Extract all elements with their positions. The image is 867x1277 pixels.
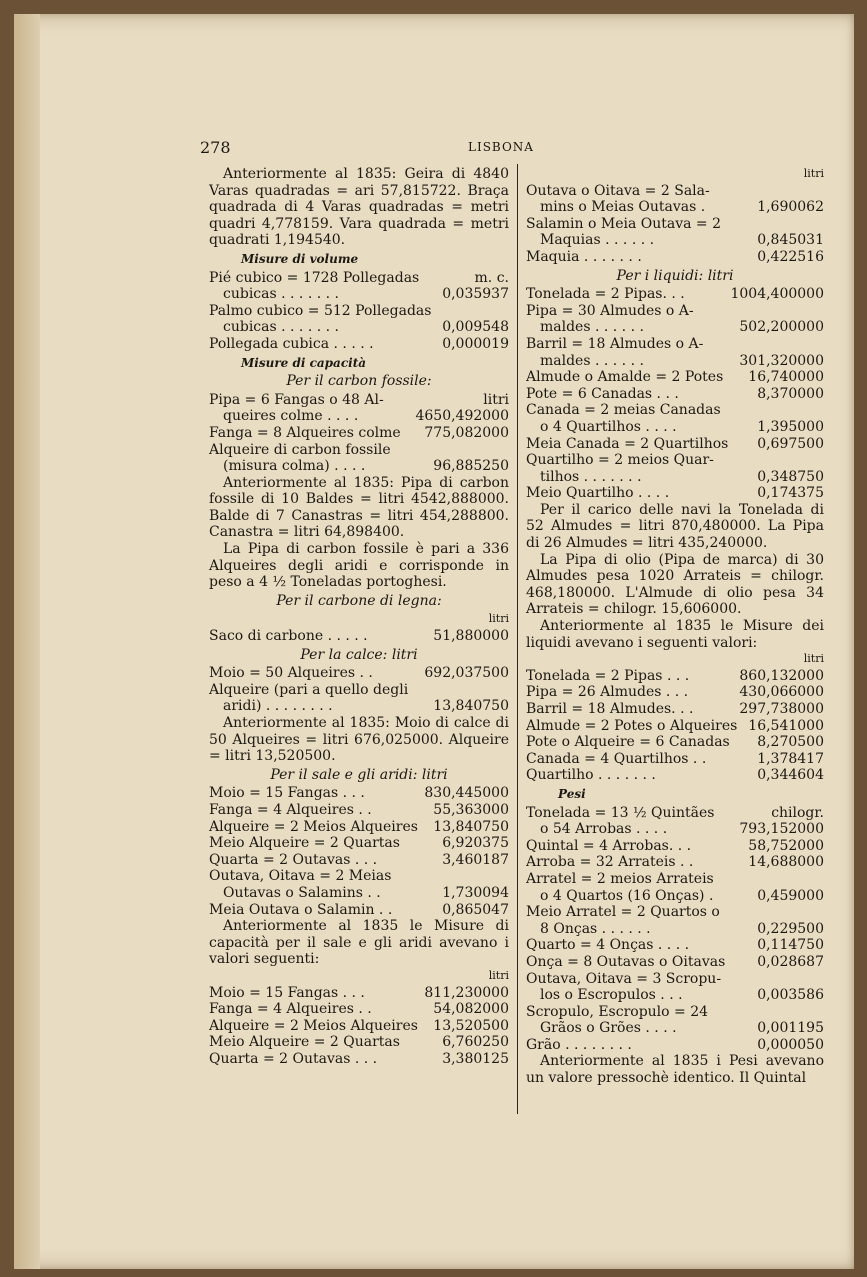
measure-label: Pipa = 26 Almudes . . . xyxy=(526,684,689,701)
measure-label: Pipa = 6 Fangas o 48 Al- xyxy=(209,391,384,408)
measure-value: 13,840750 xyxy=(433,698,509,715)
table-row xyxy=(209,270,509,287)
measure-value xyxy=(505,442,509,459)
measure-value xyxy=(820,871,824,888)
table-row xyxy=(526,369,824,386)
table-row xyxy=(526,419,824,436)
measure-label: Maquias . . . . . . xyxy=(540,232,655,249)
measure-value: 6,920375 xyxy=(442,835,509,852)
measure-label: maldes . . . . . . xyxy=(540,352,644,369)
table-row xyxy=(526,888,824,905)
measure-value xyxy=(820,971,824,988)
measure-label: Alqueire (pari a quello degli xyxy=(209,681,409,698)
measure-label: Pote = 6 Canadas . . . xyxy=(526,385,679,402)
measure-label: queires colme . . . . xyxy=(223,408,359,425)
table-row xyxy=(526,668,824,685)
measure-value: 0,000050 xyxy=(757,1036,824,1053)
measure-value: 0,422516 xyxy=(757,248,824,265)
table-row xyxy=(209,408,509,425)
measure-label: Alqueire = 2 Meios Alqueires xyxy=(209,1017,418,1034)
measure-value: 0,009548 xyxy=(442,319,509,336)
measure-value: 4650,492000 xyxy=(415,408,509,425)
measure-label: Fanga = 8 Alqueires colme xyxy=(209,424,401,441)
measure-value: 51,880000 xyxy=(433,628,509,645)
measure-value: 54,082000 xyxy=(433,1001,509,1018)
measure-label: Fanga = 4 Alqueires . . xyxy=(209,801,372,818)
table-row xyxy=(209,885,509,902)
table-row xyxy=(526,904,824,921)
table-row xyxy=(526,303,824,320)
measure-value: 0,035937 xyxy=(442,286,509,303)
section-heading: Misure di capacità xyxy=(241,355,367,370)
measure-value: m. c. xyxy=(474,269,509,286)
table-row xyxy=(526,718,824,735)
measure-value: 0,697500 xyxy=(757,435,824,452)
measure-label: Arroba = 32 Arrateis . . xyxy=(526,854,694,871)
table-row xyxy=(209,852,509,869)
measure-value: 13,840750 xyxy=(433,818,509,835)
measure-label: Canada = 4 Quartilhos . . xyxy=(526,750,707,767)
table-row xyxy=(209,682,509,699)
measure-value: litri xyxy=(483,391,509,408)
book-page xyxy=(14,14,854,1269)
table-row xyxy=(526,183,824,200)
table-row xyxy=(209,392,509,409)
measure-value xyxy=(820,402,824,419)
measure-label: Meio Alqueire = 2 Quartas xyxy=(209,1034,400,1051)
measure-label: tilhos . . . . . . . xyxy=(540,468,642,485)
measure-value: 1,730094 xyxy=(442,884,509,901)
paragraph: La Pipa di carbon fossile è pari a 336 Alqueires degli aridi e corrisponde in peso a 4 ½ Toneladas portoghesi. xyxy=(209,541,509,591)
paragraph: Anteriormente al 1835: Geira di 4840 Varas quadradas = ari 57,815722. Braça quadrada di 4 Varas quadradas = metri quadri 4,778159. Vara quadrada = metri quadrati 1,194540. xyxy=(209,166,509,249)
measure-value: 0,003586 xyxy=(757,987,824,1004)
table-row xyxy=(526,701,824,718)
measure-label: Palmo cubico = 512 Pollegadas xyxy=(209,302,432,319)
table-row xyxy=(526,854,824,871)
running-title: LISBONA xyxy=(468,140,534,154)
unit-label: litri xyxy=(803,167,824,180)
table-row xyxy=(526,286,824,303)
page-number: 278 xyxy=(200,138,231,157)
measure-label: Onça = 8 Outavas o Oitavas xyxy=(526,953,726,970)
measure-value: 0,174375 xyxy=(757,485,824,502)
measure-label: Quarto = 4 Onças . . . . xyxy=(526,937,690,954)
subsection-heading: Per la calce: litri xyxy=(300,646,418,663)
table-row xyxy=(526,353,824,370)
measure-label: Meia Outava o Salamin . . xyxy=(209,901,393,918)
unit-label: litri xyxy=(803,652,824,666)
measure-value: 430,066000 xyxy=(739,684,824,701)
measure-value: 1,378417 xyxy=(757,750,824,767)
measure-value xyxy=(820,1004,824,1021)
section-heading: Misure di volume xyxy=(241,251,359,266)
paragraph: Anteriormente al 1835: Moio di calce di 50 Alqueires = litri 676,025000. Alqueire = litri 13,520500. xyxy=(209,715,509,765)
measure-label: Arratel = 2 meios Arrateis xyxy=(526,870,714,887)
measure-value: 13,520500 xyxy=(433,1017,509,1034)
measure-label: Alqueire di carbon fossile xyxy=(209,441,391,458)
table-row xyxy=(209,336,509,353)
measure-value: 297,738000 xyxy=(739,701,824,717)
table-row xyxy=(526,452,824,469)
measure-value: 860,132000 xyxy=(739,667,824,684)
measure-label: 8 Onças . . . . . . xyxy=(540,920,651,937)
measure-label: Grãos o Grões . . . . xyxy=(540,1020,677,1037)
table-row xyxy=(526,921,824,938)
measure-label: Outava, Oitava = 2 Meias xyxy=(209,868,392,885)
right-column-content xyxy=(516,166,824,1087)
measure-value: 0,229500 xyxy=(757,920,824,937)
measure-value xyxy=(505,868,509,885)
table-row xyxy=(526,821,824,838)
table-row xyxy=(209,319,509,336)
paragraph: La Pipa di olio (Pipa de marca) di 30 Almudes pesa 1020 Arrateis = chilogr. 468,180000. L'Almude di olio pesa 34 Arrateis = chilogr. 15,606000. xyxy=(526,551,824,618)
measure-label: Grão . . . . . . . . xyxy=(526,1036,632,1053)
table-row xyxy=(526,199,824,216)
table-row xyxy=(526,971,824,988)
measure-label: Tonelada = 13 ½ Quintães xyxy=(526,804,715,821)
table-row xyxy=(209,1001,509,1018)
table-row xyxy=(209,458,509,475)
measure-value: 6,760250 xyxy=(442,1034,509,1051)
measure-value xyxy=(820,336,824,353)
table-row xyxy=(209,1018,509,1035)
measure-label: Quartilho . . . . . . . xyxy=(526,767,656,784)
measure-label: Tonelada = 2 Pipas. . . xyxy=(526,286,685,303)
measure-label: Meio Alqueire = 2 Quartas xyxy=(209,835,400,852)
measure-label: Meia Canada = 2 Quartilhos xyxy=(526,435,729,452)
page-header xyxy=(14,138,854,158)
measure-label: Maquia . . . . . . . xyxy=(526,248,642,265)
table-row xyxy=(526,485,824,502)
subsection-heading: Per il sale e gli aridi: litri xyxy=(270,766,448,783)
measure-label: o 4 Quartilhos . . . . xyxy=(540,418,677,435)
measure-label: Barril = 18 Almudes o A- xyxy=(526,335,704,352)
measure-label: cubicas . . . . . . . xyxy=(223,286,339,303)
table-row xyxy=(209,442,509,459)
measure-label: Moio = 15 Fangas . . . xyxy=(209,785,365,802)
paragraph: Anteriormente al 1835 i Pesi avevano un valore pressochè identico. Il Quintal xyxy=(526,1053,824,1087)
paragraph: Per il carico delle navi la Tonelada di 52 Almudes = litri 870,480000. La Pipa di 26 Almudes = litri 435,240000. xyxy=(526,501,824,552)
measure-label: Almude = 2 Potes o Alqueires xyxy=(526,717,738,734)
table-row xyxy=(526,232,824,249)
measure-value xyxy=(820,452,824,469)
table-row xyxy=(526,937,824,954)
measure-label: Quartilho = 2 meios Quar- xyxy=(526,452,714,469)
table-row xyxy=(209,1051,509,1068)
measure-value: 301,320000 xyxy=(739,352,824,369)
measure-value xyxy=(505,303,509,320)
measure-value: 793,152000 xyxy=(739,821,824,838)
measure-value: 1004,400000 xyxy=(730,286,824,303)
measure-value: 55,363000 xyxy=(433,801,509,818)
unit-label: litri xyxy=(488,612,509,626)
unit-label: litri xyxy=(488,968,509,982)
table-row xyxy=(209,819,509,836)
table-row xyxy=(526,954,824,971)
book-spine xyxy=(14,14,40,1269)
table-row xyxy=(526,751,824,768)
measure-label: Quarta = 2 Outavas . . . xyxy=(209,1050,378,1067)
table-row xyxy=(526,249,824,266)
section-heading: Pesi xyxy=(558,786,586,801)
measure-label: Outava o Oitava = 2 Sala- xyxy=(526,182,710,199)
measure-value xyxy=(505,682,509,699)
table-row xyxy=(209,628,509,645)
measure-value: 14,688000 xyxy=(748,854,824,871)
measure-label: Pote o Alqueire = 6 Canadas xyxy=(526,734,730,751)
measure-label: Tonelada = 2 Pipas . . . xyxy=(526,667,690,684)
measure-value: 1,690062 xyxy=(757,199,824,216)
measure-label: cubicas . . . . . . . xyxy=(223,319,339,336)
measure-value: 96,885250 xyxy=(433,458,509,475)
measure-label: Outavas o Salamins . . xyxy=(223,884,381,901)
table-row xyxy=(526,469,824,486)
measure-value: 830,445000 xyxy=(424,785,509,802)
measure-label: Outava, Oitava = 3 Scropu- xyxy=(526,970,722,987)
measure-label: Scropulo, Escropulo = 24 xyxy=(526,1003,709,1020)
subsection-heading: Per il carbon fossile: xyxy=(286,373,432,390)
measure-value: 3,460187 xyxy=(442,851,509,868)
subsection-heading: Per i liquidi: litri xyxy=(616,267,734,284)
table-row xyxy=(526,767,824,784)
measure-label: Barril = 18 Almudes. . . xyxy=(526,701,694,717)
table-row xyxy=(209,802,509,819)
measure-label: Meio Quartilho . . . . xyxy=(526,485,670,502)
measure-value xyxy=(820,904,824,921)
table-row xyxy=(209,868,509,885)
table-row xyxy=(526,838,824,855)
table-row xyxy=(526,1020,824,1037)
measure-label: Pipa = 30 Almudes o A- xyxy=(526,302,694,319)
measure-label: Fanga = 4 Alqueires . . xyxy=(209,1001,372,1018)
left-column xyxy=(209,166,509,1067)
measure-value xyxy=(820,216,824,233)
paragraph: Anteriormente al 1835 le Misure di capacità per il sale e gli aridi avevano i valori seguenti: xyxy=(209,918,509,968)
table-row xyxy=(209,698,509,715)
table-row xyxy=(209,985,509,1002)
measure-label: Almude o Amalde = 2 Potes xyxy=(526,369,724,386)
measure-value: 16,740000 xyxy=(748,369,824,386)
measure-label: Saco di carbone . . . . . xyxy=(209,628,368,645)
paragraph: Anteriormente al 1835: Pipa di carbon fossile di 10 Baldes = litri 4542,888000. Balde di 7 Canastras = litri 454,288800. Canastra = litri 64,898400. xyxy=(209,474,509,541)
measure-label: maldes . . . . . . xyxy=(540,319,644,336)
measure-label: Canada = 2 meias Canadas xyxy=(526,402,721,419)
measure-value: 0,348750 xyxy=(757,468,824,485)
measure-label: Quarta = 2 Outavas . . . xyxy=(209,851,378,868)
measure-value: 502,200000 xyxy=(739,319,824,336)
table-row xyxy=(526,684,824,701)
table-row xyxy=(526,436,824,453)
measure-label: Quintal = 4 Arrobas. . . xyxy=(526,837,692,854)
measure-label: Alqueire = 2 Meios Alqueires xyxy=(209,818,418,835)
table-row xyxy=(209,1034,509,1051)
table-row xyxy=(209,303,509,320)
measure-value: 0,459000 xyxy=(757,887,824,904)
table-row xyxy=(526,402,824,419)
measure-value: 8,370000 xyxy=(757,385,824,402)
measure-label: los o Escropulos . . . xyxy=(540,987,683,1004)
table-row xyxy=(526,1037,824,1054)
measure-label: Moio = 15 Fangas . . . xyxy=(209,984,365,1001)
measure-value xyxy=(820,183,824,200)
table-row xyxy=(526,386,824,403)
measure-value: 0,000019 xyxy=(442,335,509,352)
measure-label: o 54 Arrobas . . . . xyxy=(540,821,668,838)
measure-value: 16,541000 xyxy=(748,717,824,734)
table-row xyxy=(209,902,509,919)
table-row xyxy=(526,336,824,353)
subsection-heading: Per il carbone di legna: xyxy=(276,592,442,609)
table-row xyxy=(526,1004,824,1021)
measure-value: 0,001195 xyxy=(757,1020,824,1037)
measure-value xyxy=(820,303,824,320)
measure-value: 8,270500 xyxy=(757,734,824,751)
measure-value: 0,865047 xyxy=(442,901,509,918)
measure-value: 775,082000 xyxy=(424,424,509,441)
table-row xyxy=(526,805,824,822)
measure-value: chilogr. xyxy=(771,804,824,821)
measure-label: Pollegada cubica . . . . . xyxy=(209,335,374,352)
table-row xyxy=(209,665,509,682)
table-row xyxy=(526,216,824,233)
measure-value: 0,344604 xyxy=(757,767,824,784)
measure-value: 811,230000 xyxy=(424,984,509,1001)
measure-value: 3,380125 xyxy=(442,1050,509,1067)
measure-value: 1,395000 xyxy=(757,418,824,435)
measure-value: 0,028687 xyxy=(757,953,824,970)
measure-value: 0,845031 xyxy=(757,232,824,249)
table-row xyxy=(526,987,824,1004)
paragraph: Anteriormente al 1835 le Misure dei liquidi avevano i seguenti valori: xyxy=(526,618,824,651)
table-row xyxy=(209,785,509,802)
right-column xyxy=(516,166,824,1087)
measure-label: aridi) . . . . . . . . xyxy=(223,698,333,715)
table-row xyxy=(526,319,824,336)
measure-label: Pié cubico = 1728 Pollegadas xyxy=(209,269,420,286)
measure-label: Meio Arratel = 2 Quartos o xyxy=(526,904,720,921)
measure-label: Salamin o Meia Outava = 2 xyxy=(526,215,722,232)
measure-label: mins o Meias Outavas . xyxy=(540,199,706,216)
measure-value: 0,114750 xyxy=(757,937,824,954)
table-row xyxy=(526,734,824,751)
measure-label: o 4 Quartos (16 Onças) . xyxy=(540,887,714,904)
measure-value: 58,752000 xyxy=(748,837,824,854)
measure-value: 692,037500 xyxy=(424,665,509,682)
measure-label: (misura colma) . . . . xyxy=(223,458,366,475)
measure-label: Moio = 50 Alqueires . . xyxy=(209,665,373,682)
table-row xyxy=(526,871,824,888)
table-row xyxy=(209,835,509,852)
table-row xyxy=(209,425,509,442)
table-row xyxy=(209,286,509,303)
